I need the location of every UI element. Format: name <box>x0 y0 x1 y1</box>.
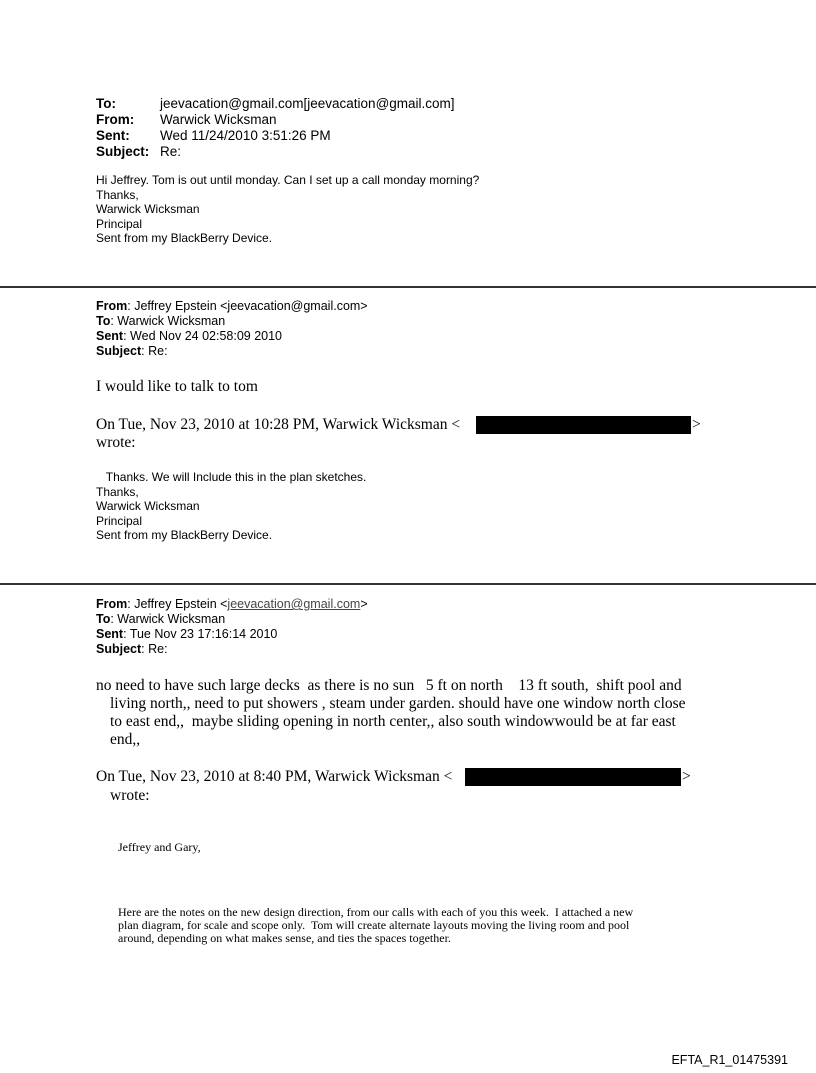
field-value: : Re: <box>141 642 168 656</box>
field-value: : Wed Nov 24 02:58:09 2010 <box>123 329 283 343</box>
body-line: Hi Jeffrey. Tom is out until monday. Can I set up a call monday morning? <box>96 173 480 187</box>
email2-to-row <box>96 314 368 329</box>
field-value: jeevacation@gmail.com[jeevacation@gmail.com] <box>160 96 455 111</box>
field-label: Sent <box>96 627 124 641</box>
paragraph-line: around, depending on what makes sense, and ties the spaces together. <box>118 931 451 946</box>
field-value: > <box>360 597 368 611</box>
field-label: Subject <box>96 642 142 656</box>
field-label: Subject <box>96 344 142 358</box>
field-value: Warwick Wicksman <box>160 112 277 127</box>
email3-message-line: no need to have such large decks as there is no sun 5 ft on north 13 ft south, shift pool and <box>96 677 682 694</box>
email1-from-row <box>96 112 455 128</box>
email3-message-line: to east end,, maybe sliding opening in north center,, also south windowwould be at far east <box>110 713 676 730</box>
field-label: To <box>96 314 111 328</box>
email1-to-row <box>96 96 455 112</box>
field-label: From <box>96 299 128 313</box>
email3-subject-row <box>96 642 368 657</box>
redaction-box <box>465 768 681 786</box>
email3-from-row <box>96 597 368 612</box>
email1-sent-row <box>96 128 455 144</box>
field-value: : Jeffrey Epstein < <box>127 597 228 611</box>
email3-message-line: living north,, need to put showers , steam under garden. should have one window north close <box>110 695 686 712</box>
field-value: Re: <box>160 144 182 159</box>
document-id: EFTA_R1_01475391 <box>671 1053 788 1067</box>
email3-greeting: Jeffrey and Gary, <box>118 840 201 854</box>
field-value: : Tue Nov 23 17:16:14 2010 <box>123 627 278 641</box>
quoted-line: Thanks, <box>96 484 139 499</box>
field-value: : Warwick Wicksman <box>110 612 226 626</box>
field-label: Sent: <box>96 128 130 143</box>
body-line: Warwick Wicksman <box>96 202 200 217</box>
email3-quote-intro: On Tue, Nov 23, 2010 at 8:40 PM, Warwick Wicksman < <box>96 768 453 785</box>
body-line: Principal <box>96 216 143 231</box>
field-label: Sent <box>96 329 124 343</box>
field-value: Wed 11/24/2010 3:51:26 PM <box>160 128 331 143</box>
email1-body <box>96 173 479 246</box>
email2-header <box>96 299 368 359</box>
field-label: To <box>96 612 111 626</box>
email3-to-row <box>96 612 368 627</box>
email3-header <box>96 597 368 657</box>
email2-quoted-body <box>96 470 366 543</box>
email3-sent-row <box>96 627 368 642</box>
email2-from-row <box>96 299 368 314</box>
quoted-line: Thanks. We will Include this in the plan sketches. <box>96 470 367 484</box>
paragraph-line: Here are the notes on the new design direction, from our calls with each of you this week. I attached a new <box>118 905 634 919</box>
email3-message-line: end,, <box>110 731 141 748</box>
field-value: : Warwick Wicksman <box>110 314 226 328</box>
field-label: From: <box>96 112 135 127</box>
field-label: To: <box>96 96 116 111</box>
email3-paragraph <box>118 906 633 946</box>
redaction-box <box>476 416 691 434</box>
email2-quote-intro: On Tue, Nov 23, 2010 at 10:28 PM, Warwick Wicksman < <box>96 416 461 433</box>
email2-subject-row <box>96 344 368 359</box>
body-line: Sent from my BlackBerry Device. <box>96 231 273 246</box>
field-value: : Jeffrey Epstein <jeevacation@gmail.com> <box>127 299 368 313</box>
email2-quote-wrote: wrote: <box>96 434 136 451</box>
quoted-line: Warwick Wicksman <box>96 499 200 514</box>
email-link[interactable]: jeevacation@gmail.com <box>227 597 361 611</box>
field-value: : Re: <box>141 344 168 358</box>
email1-subject-row <box>96 144 455 160</box>
email3-quote-intro-close: > <box>682 768 691 785</box>
email2-quote-intro-close: > <box>692 416 701 433</box>
quoted-line: Sent from my BlackBerry Device. <box>96 528 273 543</box>
email2-sent-row <box>96 329 368 344</box>
divider <box>0 583 816 585</box>
paragraph-line: plan diagram, for scale and scope only. Tom will create alternate layouts moving the living room and pool <box>118 918 630 933</box>
field-label: Subject: <box>96 144 150 159</box>
divider <box>0 286 816 288</box>
quoted-line: Principal <box>96 513 143 528</box>
email3-quote-wrote: wrote: <box>110 787 150 804</box>
email1-header <box>96 96 455 160</box>
email2-message: I would like to talk to tom <box>96 378 258 395</box>
body-line: Thanks, <box>96 187 139 202</box>
field-label: From <box>96 597 128 611</box>
